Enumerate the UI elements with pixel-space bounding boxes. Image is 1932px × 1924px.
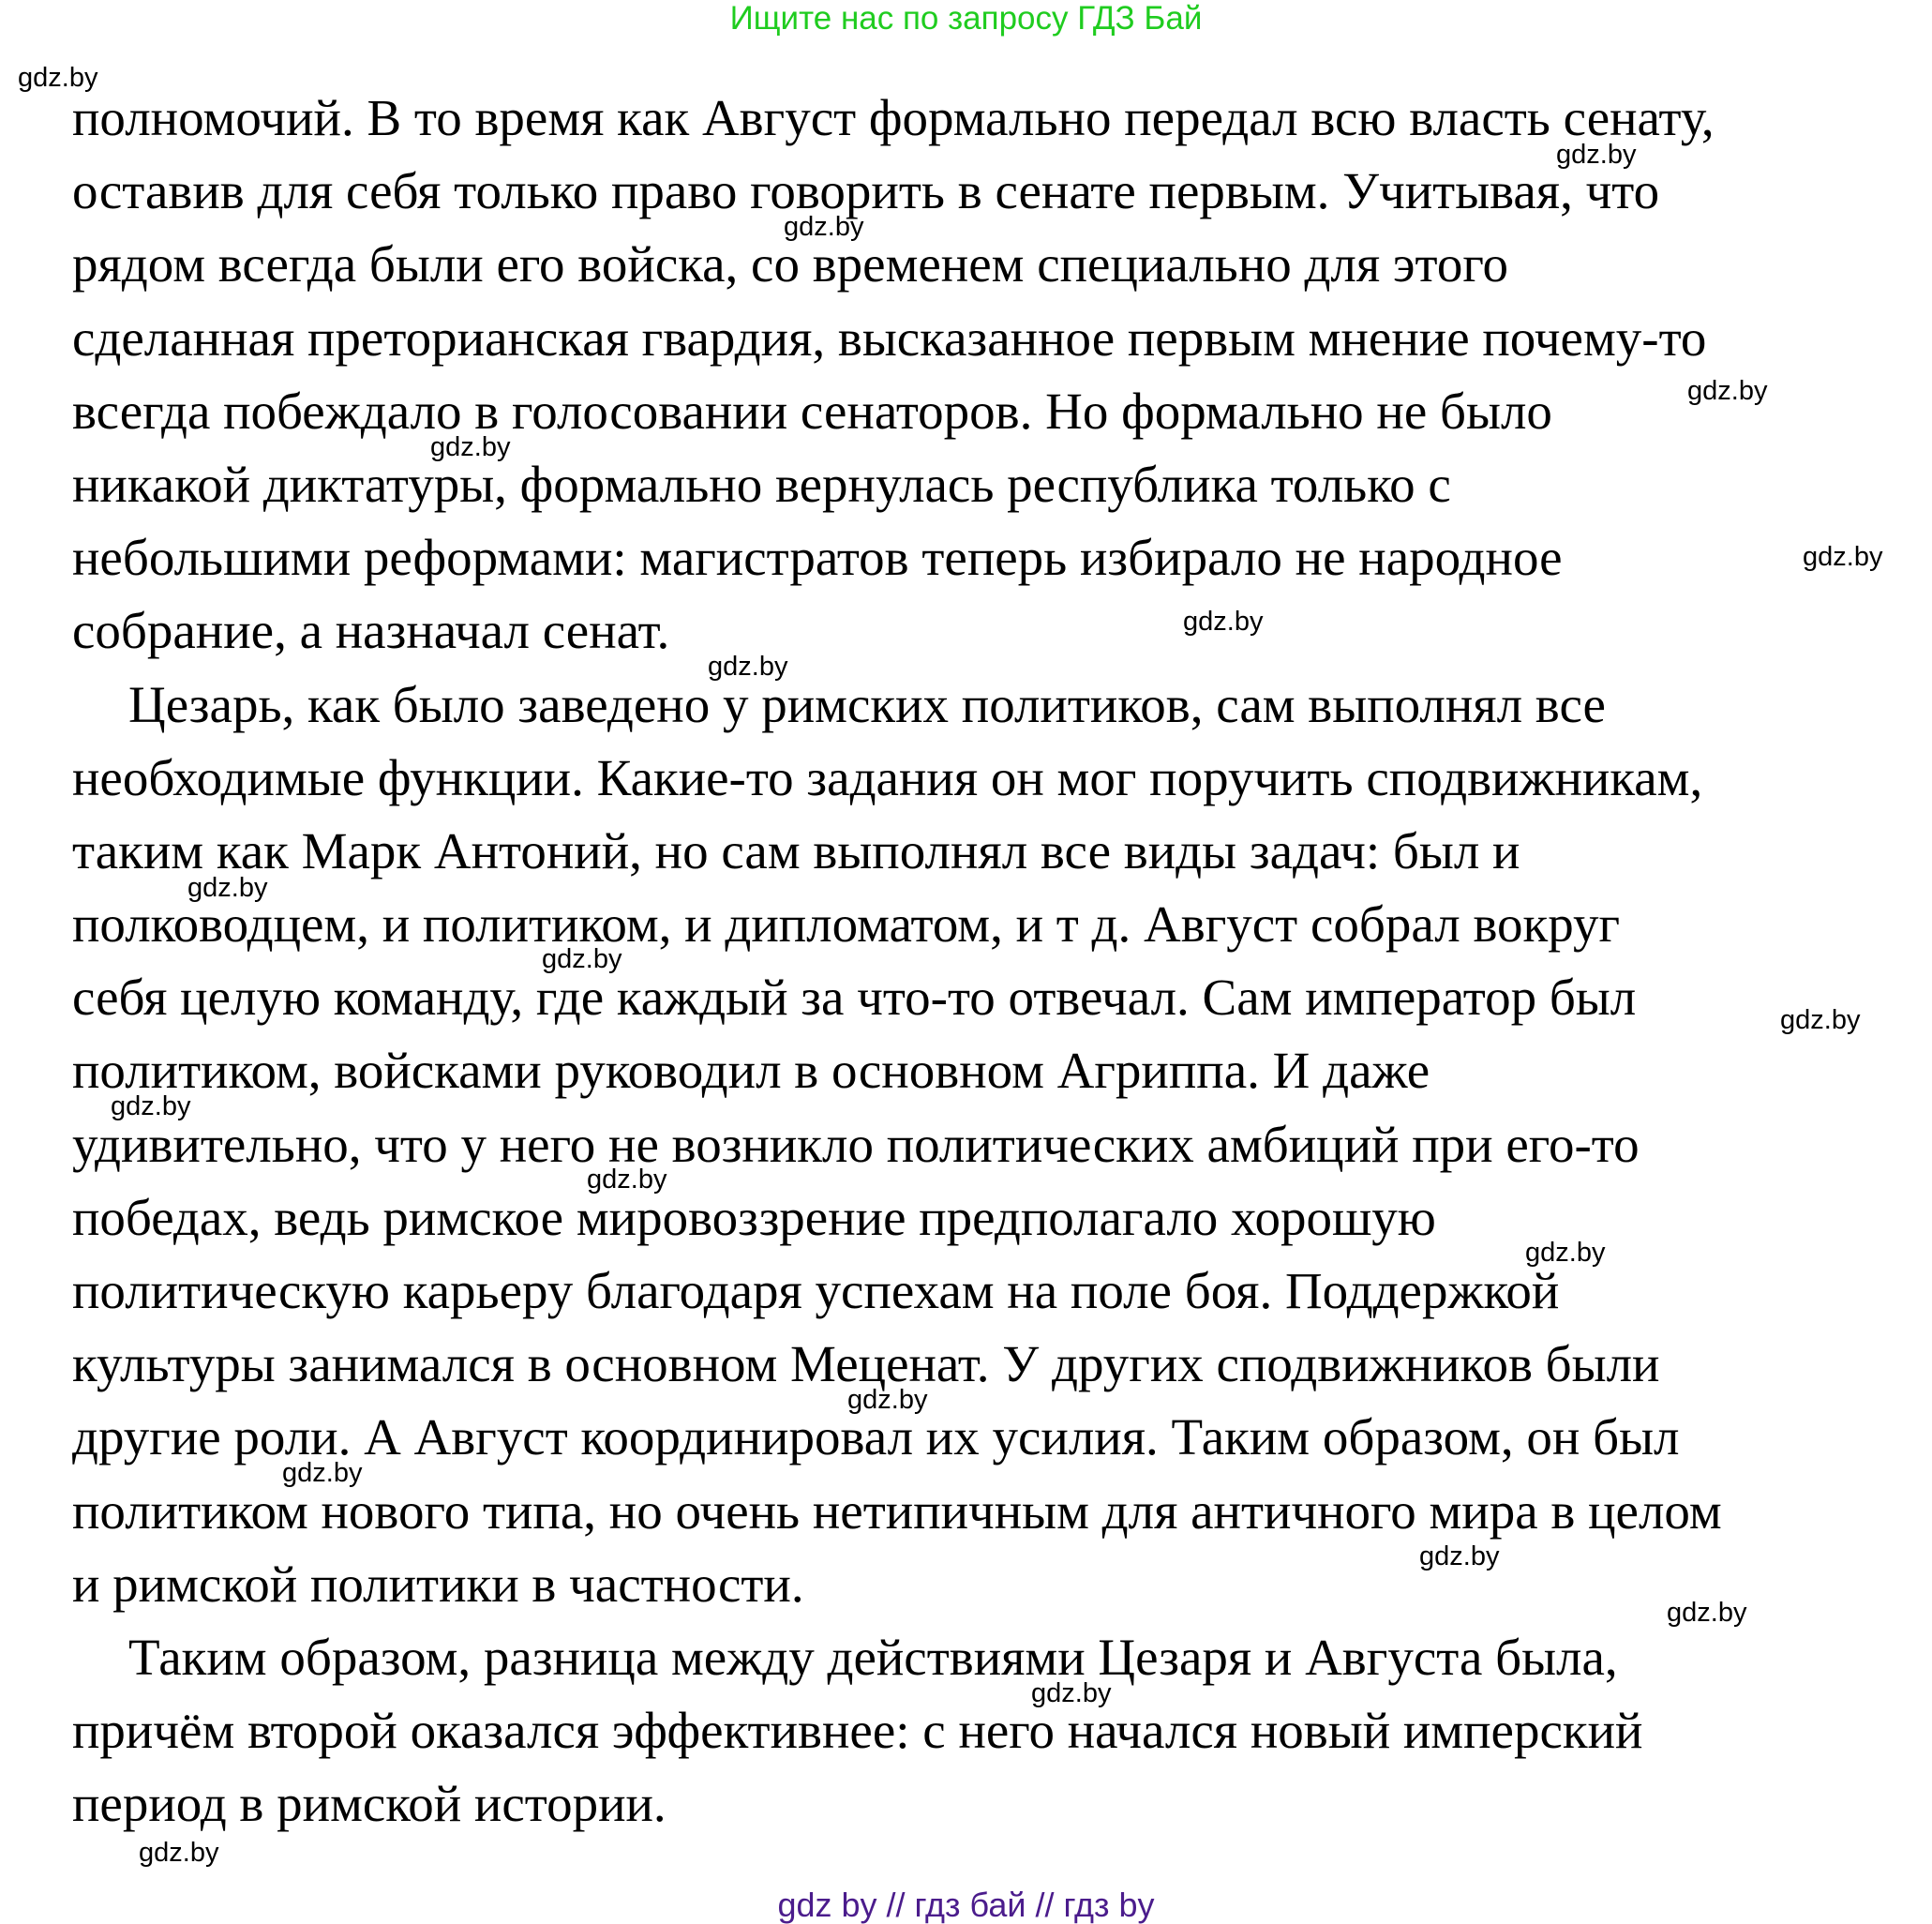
footer-banner: gdz by // гдз бай // гдз by [777, 1886, 1155, 1924]
answer-text [72, 82, 1722, 1841]
watermark: gdz.by [708, 652, 788, 682]
text-line: Таким образом, разница между действиями Цезаря и Августа была, [128, 1628, 1618, 1686]
text-line: политиком, войсками руководил в основном Агриппа. И даже [72, 1042, 1430, 1100]
watermark: gdz.by [282, 1458, 363, 1488]
text-line: небольшими реформами: магистратов теперь избирало не народное [72, 529, 1563, 587]
watermark: gdz.by [1031, 1678, 1112, 1708]
text-line: победах, ведь римское мировоззрение предполагало хорошую [72, 1188, 1436, 1246]
text-line: культуры занимался в основном Меценат. У других сподвижников были [72, 1335, 1660, 1393]
text-line: оставив для себя только право говорить в сенате первым. Учитывая, что [72, 162, 1660, 220]
watermark: gdz.by [430, 432, 511, 462]
text-line: другие роли. А Август координировал их усилия. Таким образом, он был [72, 1408, 1680, 1466]
text-line: удивительно, что у него не возникло политических амбиций при его-то [72, 1115, 1640, 1173]
watermark: gdz.by [784, 212, 864, 242]
text-line: собрание, а назначал сенат. [72, 602, 670, 660]
watermark: gdz.by [1525, 1238, 1606, 1268]
text-line: сделанная преторианская гвардия, высказанное первым мнение почему-то [72, 308, 1707, 367]
text-line: необходимые функции. Какие-то задания он мог поручить сподвижникам, [72, 748, 1703, 806]
text-line: политическую карьеру благодаря успехам на поле боя. Поддержкой [72, 1262, 1560, 1319]
watermark: gdz.by [1556, 140, 1637, 170]
text-line: рядом всегда были его войска, со временем специально для этого [72, 235, 1509, 293]
watermark: gdz.by [1183, 607, 1264, 637]
watermark: gdz.by [18, 63, 98, 93]
watermark: gdz.by [111, 1091, 191, 1121]
text-line: всегда побеждало в голосовании сенаторов. Но формально не было [72, 382, 1552, 440]
text-line: политиком нового типа, но очень нетипичным для античного мира в целом [72, 1481, 1722, 1540]
watermark: gdz.by [1687, 376, 1768, 406]
watermark: gdz.by [542, 944, 622, 974]
text-line: себя целую команду, где каждый за что-то отвечал. Сам император был [72, 969, 1637, 1027]
watermark: gdz.by [1803, 542, 1883, 572]
watermark: gdz.by [587, 1165, 667, 1195]
watermark: gdz.by [1419, 1541, 1500, 1571]
text-line: полномочий. В то время как Август формально передал всю власть сенату, [72, 89, 1715, 146]
watermark: gdz.by [847, 1385, 928, 1415]
site-banner: Ищите нас по запросу ГДЗ Бай [729, 0, 1203, 37]
text-line: никакой диктатуры, формально вернулась республика только с [72, 455, 1451, 513]
watermark: gdz.by [139, 1838, 219, 1868]
text-line: Цезарь, как было заведено у римских политиков, сам выполнял все [128, 675, 1606, 733]
watermark: gdz.by [1780, 1005, 1861, 1035]
watermark: gdz.by [187, 873, 268, 903]
text-line: период в римской истории. [72, 1775, 666, 1833]
text-line: причём второй оказался эффективнее: с него начался новый имперский [72, 1702, 1643, 1760]
text-line: таким как Марк Антоний, но сам выполнял все виды задач: был и [72, 821, 1520, 879]
text-line: полководцем, и политиком, и дипломатом, и т д. Август собрал вокруг [72, 895, 1621, 954]
watermark: gdz.by [1667, 1598, 1747, 1628]
text-line: и римской политики в частности. [72, 1555, 804, 1613]
